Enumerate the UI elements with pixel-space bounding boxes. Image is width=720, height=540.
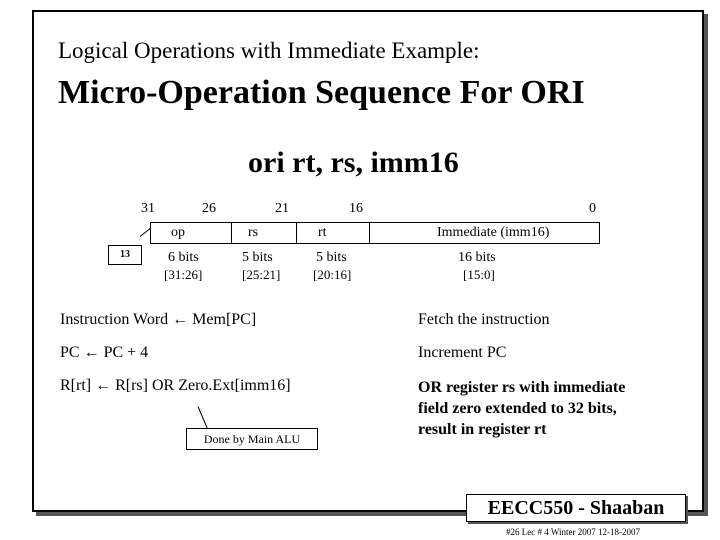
range-rs: [25:21] bbox=[242, 267, 281, 282]
width-op: 6 bits bbox=[168, 250, 199, 265]
slide-footnote: #26 Lec # 4 Winter 2007 12-18-2007 bbox=[506, 527, 640, 537]
slide-title: Micro-Operation Sequence For ORI bbox=[58, 74, 585, 111]
bit-position-16: 16 bbox=[349, 201, 363, 216]
slide-subtitle: Logical Operations with Immediate Example: bbox=[58, 38, 480, 63]
range-op: [31:26] bbox=[164, 267, 203, 282]
bit-position-26: 26 bbox=[202, 201, 216, 216]
field-rt: rt bbox=[318, 225, 327, 240]
range-immediate: [15:0] bbox=[463, 267, 495, 282]
course-footer-badge: EECC550 - Shaaban bbox=[466, 494, 686, 522]
step-2-description: Increment PC bbox=[418, 344, 507, 361]
width-rt: 5 bits bbox=[316, 250, 347, 265]
field-immediate: Immediate (imm16) bbox=[437, 225, 550, 240]
width-immediate: 16 bits bbox=[458, 250, 496, 265]
bit-position-31: 31 bbox=[141, 201, 155, 216]
instruction-syntax: ori rt, rs, imm16 bbox=[248, 146, 459, 179]
range-rt: [20:16] bbox=[313, 267, 352, 282]
bit-position-21: 21 bbox=[275, 201, 289, 216]
field-op: op bbox=[171, 225, 185, 240]
bit-position-0: 0 bbox=[589, 201, 596, 216]
field-rs: rs bbox=[248, 225, 259, 240]
field-divider bbox=[296, 223, 297, 243]
step-3-operation: R[rt] ← R[rs] OR Zero.Ext[imm16] bbox=[60, 377, 291, 394]
step-2-operation: PC ← PC + 4 bbox=[60, 344, 149, 361]
step-1-description: Fetch the instruction bbox=[418, 311, 550, 328]
alu-note-box: Done by Main ALU bbox=[186, 428, 318, 450]
field-divider bbox=[231, 223, 232, 243]
field-divider bbox=[369, 223, 370, 243]
step-1-operation: Instruction Word ← Mem[PC] bbox=[60, 311, 257, 328]
width-rs: 5 bits bbox=[242, 250, 273, 265]
step-3-description: OR register rs with immediate field zero extended to 32 bits, result in register rt bbox=[418, 379, 626, 438]
opcode-value-box: 13 bbox=[108, 245, 142, 265]
